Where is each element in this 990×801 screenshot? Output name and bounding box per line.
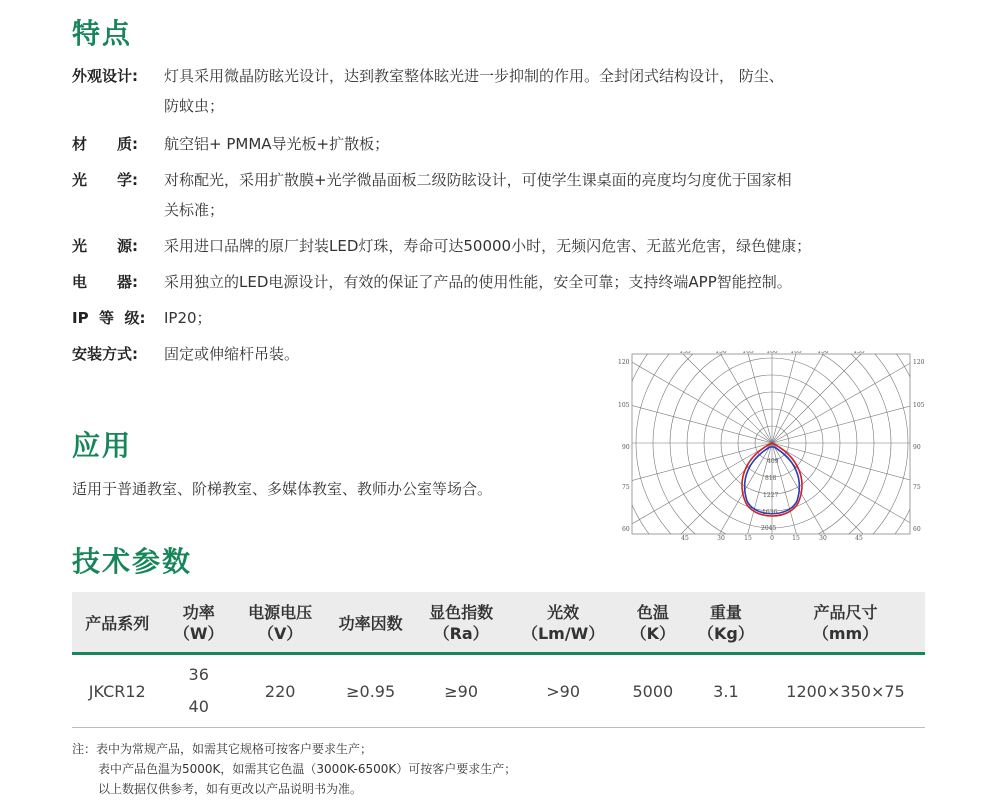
cell-efficacy: >90: [506, 654, 620, 728]
angle-label: 45: [855, 535, 863, 541]
feature-light-source: [72, 236, 922, 256]
angle-label: 60: [622, 526, 630, 533]
features-title: 特点: [72, 17, 133, 50]
feature-text: 采用独立的LED电源设计，有效的保证了产品的使用性能，安全可靠；支持终端APP智能控制。: [164, 273, 792, 291]
angle-label: 150: [715, 351, 727, 355]
angle-label: 75: [913, 484, 921, 491]
angle-label: 120: [913, 359, 925, 366]
right-angle-labels: [913, 359, 925, 533]
angle-label: 15: [792, 535, 800, 541]
feature-label: 外观设计:: [72, 67, 138, 85]
feature-text: 灯具采用微晶防眩光设计，达到教室整体眩光进一步抑制的作用。全封闭式结构设计， 防尘、: [164, 67, 784, 85]
footnotes: [72, 739, 516, 799]
feature-text: 关标准；: [164, 201, 225, 219]
col-cct-header: 色温 （K）: [620, 592, 686, 654]
angle-label: 45: [681, 535, 689, 541]
col-size-header: 产品尺寸 （mm）: [766, 592, 925, 654]
angle-label: 180: [766, 351, 778, 355]
col-weight-header: 重量 （Kg）: [686, 592, 766, 654]
table-header-row: [72, 592, 925, 654]
angle-label: 0: [770, 535, 774, 541]
feature-label: 光 源:: [72, 237, 138, 255]
cell-pf: ≥0.95: [325, 654, 415, 728]
cell-cct: 5000: [620, 654, 686, 728]
col-voltage-header: 电源电压 （V）: [235, 592, 325, 654]
feature-label: 材 质:: [72, 135, 138, 153]
ring-label: 2045: [761, 525, 777, 532]
angle-label: 120: [618, 359, 630, 366]
note-line: 注：表中为常规产品，如需其它规格可按客户要求生产；: [72, 742, 373, 756]
angle-label: 105: [618, 402, 630, 409]
specs-title: 技术参数: [72, 545, 193, 578]
application-text: 适用于普通教室、阶梯教室、多媒体教室、教师办公室等场合。: [72, 480, 493, 498]
feature-text: 采用进口品牌的原厂封装LED灯珠，寿命可达50000小时，无频闪危害、无蓝光危害，绿色健康；: [164, 237, 812, 255]
angle-label: 90: [622, 444, 630, 451]
ring-label: 409: [767, 458, 779, 465]
polar-curve-svg: [617, 351, 927, 541]
table-row: [72, 654, 925, 728]
ring-label: 818: [765, 475, 777, 482]
cell-power: 36 40: [162, 654, 234, 728]
angle-label: 75: [622, 484, 630, 491]
cell-series: JKCR12: [72, 654, 162, 728]
angle-label: 135: [853, 351, 865, 355]
feature-label: 安装方式:: [72, 345, 138, 363]
feature-ip-rating: [72, 308, 922, 328]
angle-label: 165: [742, 351, 754, 355]
feature-electrical: [72, 272, 922, 292]
ring-label: 1227: [763, 492, 779, 499]
feature-appearance: [72, 66, 922, 116]
feature-label: 光 学:: [72, 171, 138, 189]
angle-label: 30: [819, 535, 827, 541]
note-line: 以上数据仅供参考，如有更改以产品说明书为准。: [98, 782, 363, 796]
cell-voltage: 220: [235, 654, 325, 728]
col-pf-header: 功率因数: [325, 592, 415, 654]
angle-label: 60: [913, 526, 921, 533]
angle-label: 90: [913, 444, 921, 451]
col-series-header: 产品系列: [72, 592, 162, 654]
feature-text: 防蚊虫；: [164, 97, 225, 115]
feature-text: 对称配光，采用扩散膜+光学微晶面板二级防眩设计，可使学生课桌面的亮度均匀度优于国家相: [164, 171, 792, 189]
angle-label: 165: [790, 351, 802, 355]
light-distribution-diagram: [617, 351, 927, 545]
cell-ra: ≥90: [416, 654, 506, 728]
feature-label: IP 等 级:: [72, 309, 146, 327]
feature-text: IP20；: [164, 309, 212, 327]
col-power-header: 功率 （W）: [162, 592, 234, 654]
feature-text: 固定或伸缩杆吊装。: [164, 345, 300, 363]
feature-optics: [72, 170, 922, 220]
angle-label: 15: [744, 535, 752, 541]
ring-label: 1636: [762, 509, 778, 516]
angle-label: 150: [817, 351, 829, 355]
angle-label: 105: [913, 402, 925, 409]
cell-size: 1200×350×75: [766, 654, 925, 728]
feature-label: 电 器:: [72, 273, 138, 291]
feature-material: [72, 134, 922, 154]
feature-text: 航空铝+ PMMA导光板+扩散板；: [164, 135, 390, 153]
cell-weight: 3.1: [686, 654, 766, 728]
specs-table: [72, 592, 925, 728]
bottom-angle-labels: [681, 535, 863, 541]
col-ra-header: 显色指数 （Ra）: [416, 592, 506, 654]
angle-label: 30: [717, 535, 725, 541]
col-efficacy-header: 光效 （Lm/W）: [506, 592, 620, 654]
note-line: 表中产品色温为5000K，如需其它色温（3000K-6500K）可按客户要求生产；: [98, 762, 517, 776]
left-angle-labels: [618, 359, 630, 533]
application-title: 应用: [72, 429, 133, 462]
angle-label: 135: [679, 351, 691, 355]
